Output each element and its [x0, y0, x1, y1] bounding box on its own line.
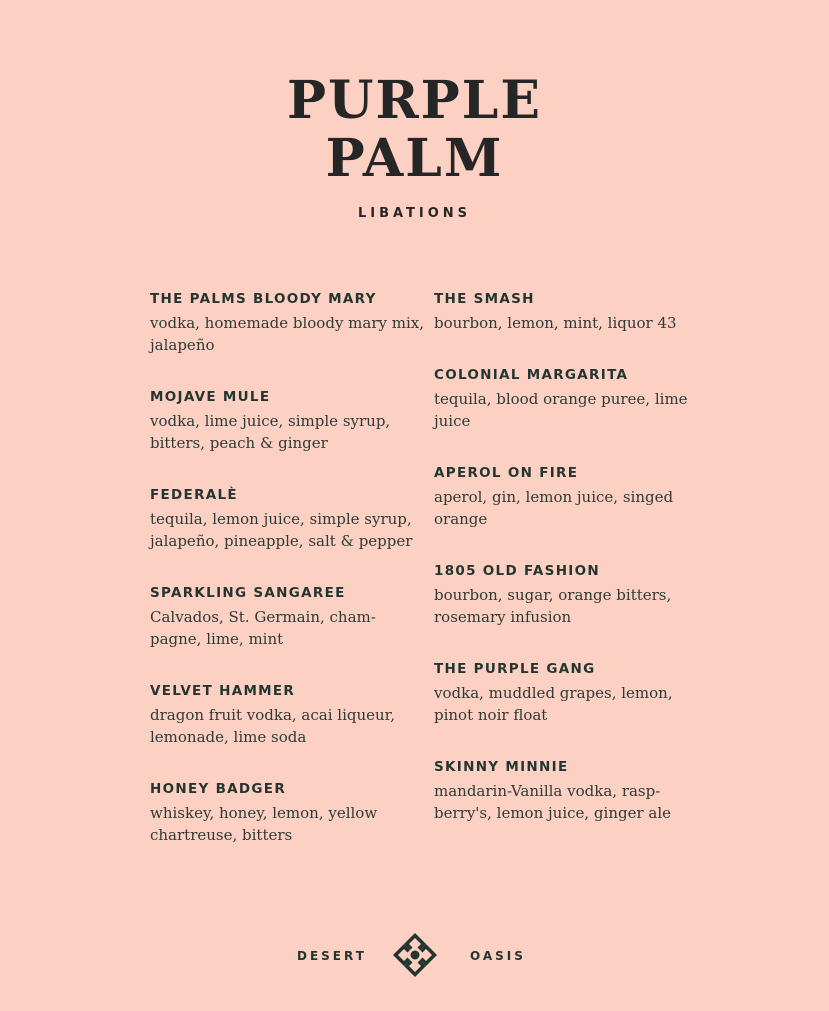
- menu-column-right: [434, 289, 714, 855]
- item-name: FEDERALÈ: [150, 487, 238, 503]
- menu-item: [150, 387, 425, 454]
- item-description: bourbon, lemon, mint, liquor 43: [434, 314, 677, 332]
- item-description: vodka, lime juice, simple syrup, bitters, peach & ginger: [150, 412, 391, 452]
- item-name: VELVET HAMMER: [150, 683, 296, 699]
- item-name: MOJAVE MULE: [150, 389, 271, 405]
- item-description: bourbon, sugar, orange bitters, rosemary infusion: [434, 586, 672, 626]
- item-description: aperol, gin, lemon juice, singed orange: [434, 488, 674, 528]
- header: [0, 72, 829, 221]
- item-name: SPARKLING SANGAREE: [150, 585, 346, 601]
- item-name: THE SMASH: [434, 291, 535, 307]
- footer-word-right: OASIS: [470, 949, 526, 963]
- item-name: HONEY BADGER: [150, 781, 287, 797]
- menu-item: [150, 779, 425, 846]
- menu-item: [150, 681, 425, 748]
- item-name: 1805 OLD FASHION: [434, 563, 600, 579]
- menu-item: [434, 659, 714, 726]
- menu-item: [150, 289, 425, 356]
- menu-item: [150, 485, 425, 552]
- menu-column-left: [150, 289, 425, 877]
- subtitle: LIBATIONS: [357, 206, 472, 221]
- title-line-2: PALM: [325, 128, 504, 189]
- menu-item: [434, 365, 714, 432]
- menu-item: [434, 561, 714, 628]
- menu-item: [434, 289, 714, 334]
- item-name: THE PALMS BLOODY MARY: [150, 291, 377, 307]
- footer-word-left: DESERT: [297, 949, 367, 963]
- menu-item: [434, 757, 714, 824]
- footer: [0, 930, 829, 980]
- item-description: vodka, muddled grapes, lemon, pinot noir float: [434, 684, 673, 724]
- item-name: APEROL ON FIRE: [434, 465, 579, 481]
- item-description: Calvados, St. Germain, cham-pagne, lime, mint: [150, 608, 376, 648]
- item-description: vodka, homemade bloody mary mix, jalapeño: [150, 314, 425, 354]
- menu-item: [150, 583, 425, 650]
- title-line-1: PURPLE: [287, 70, 542, 131]
- item-description: dragon fruit vodka, acai liqueur, lemonade, lime soda: [150, 706, 395, 746]
- item-name: COLONIAL MARGARITA: [434, 367, 629, 383]
- diamond-flower-icon: [390, 930, 440, 980]
- item-description: tequila, lemon juice, simple syrup, jalapeño, pineapple, salt & pepper: [150, 510, 413, 550]
- item-name: THE PURPLE GANG: [434, 661, 596, 677]
- item-name: SKINNY MINNIE: [434, 759, 569, 775]
- item-description: whiskey, honey, lemon, yellow chartreuse, bitters: [150, 804, 378, 844]
- item-description: tequila, blood orange puree, lime juice: [434, 390, 688, 430]
- item-description: mandarin-Vanilla vodka, rasp-berry's, lemon juice, ginger ale: [434, 782, 672, 822]
- menu-item: [434, 463, 714, 530]
